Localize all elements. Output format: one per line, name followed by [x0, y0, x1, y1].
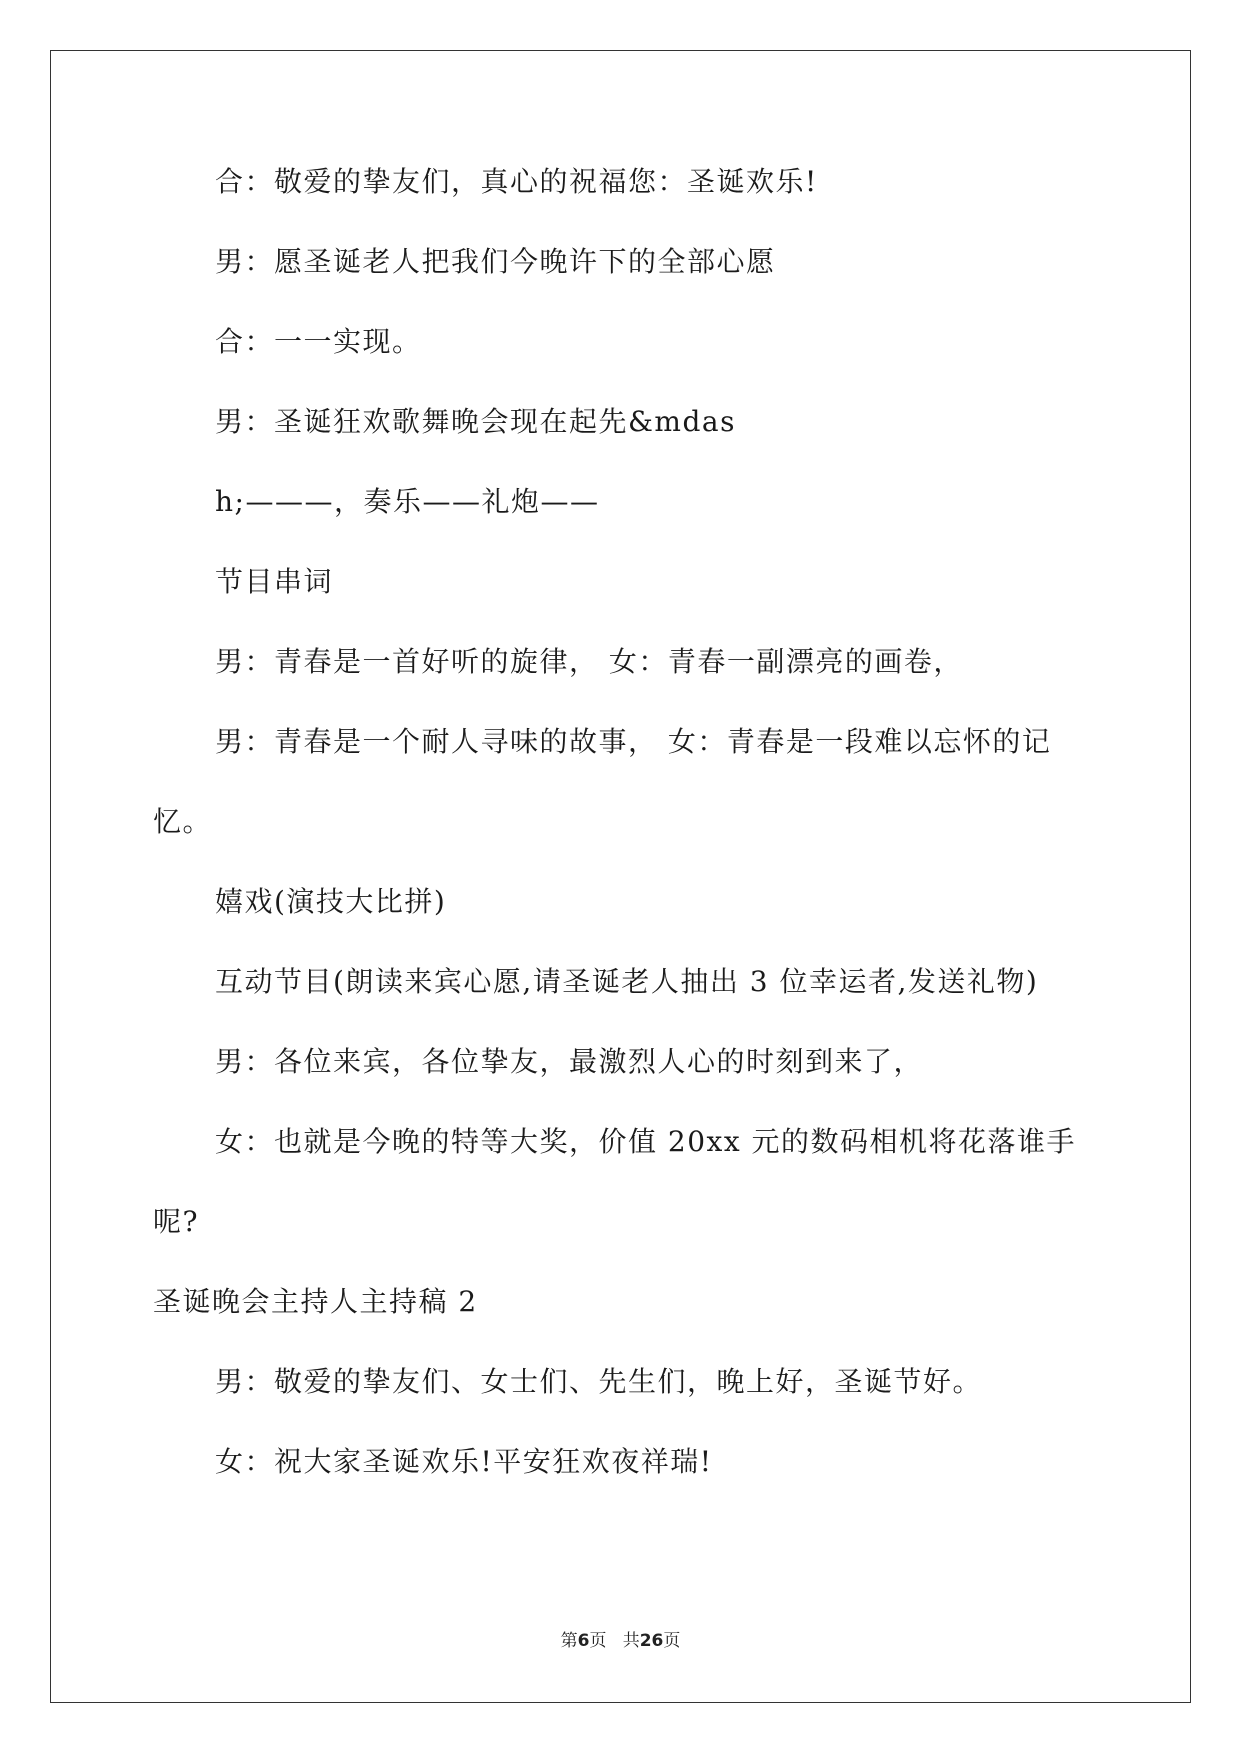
section-heading: 圣诞晚会主持人主持稿 2: [153, 1285, 478, 1318]
footer-total-unit: 页: [663, 1631, 681, 1651]
footer-page-number: 6: [577, 1631, 590, 1651]
paragraph-line: 呢?: [153, 1205, 200, 1238]
paragraph-line: h;———，奏乐——礼炮——: [215, 485, 600, 518]
page-footer: [0, 1626, 1241, 1651]
paragraph-line: 男：青春是一个耐人寻味的故事， 女：青春是一段难以忘怀的记: [215, 725, 1052, 758]
footer-page-unit: 页: [589, 1631, 607, 1651]
paragraph-line: 男：敬爱的挚友们、女士们、先生们，晚上好，圣诞节好。: [215, 1365, 983, 1398]
paragraph-line: 女：祝大家圣诞欢乐!平安狂欢夜祥瑞!: [215, 1445, 713, 1478]
footer-total-pages: 26: [639, 1631, 664, 1651]
paragraph-line: 男：各位来宾，各位挚友，最激烈人心的时刻到来了，: [215, 1045, 924, 1078]
paragraph-line: 忆。: [153, 805, 213, 838]
footer-prefix: 第: [560, 1631, 578, 1651]
paragraph-line: 男：青春是一首好听的旋律， 女：青春一副漂亮的画卷，: [215, 645, 963, 678]
paragraph-line: 节目串词: [215, 565, 334, 598]
paragraph-line: 合：敬爱的挚友们，真心的祝福您：圣诞欢乐!: [215, 165, 818, 198]
document-body: [153, 162, 1093, 1522]
paragraph-line: 男：愿圣诞老人把我们今晚许下的全部心愿: [215, 245, 776, 278]
paragraph-line: 女：也就是今晚的特等大奖，价值 20xx 元的数码相机将花落谁手: [215, 1125, 1077, 1158]
paragraph-line: 合：一一实现。: [215, 325, 422, 358]
paragraph-line: 嬉戏(演技大比拼): [215, 885, 447, 918]
paragraph-line: 男：圣诞狂欢歌舞晚会现在起先&mdas: [215, 405, 736, 438]
paragraph-line: 互动节目(朗读来宾心愿,请圣诞老人抽出 3 位幸运者,发送礼物): [215, 965, 1039, 998]
footer-total-prefix: 共: [622, 1631, 640, 1651]
